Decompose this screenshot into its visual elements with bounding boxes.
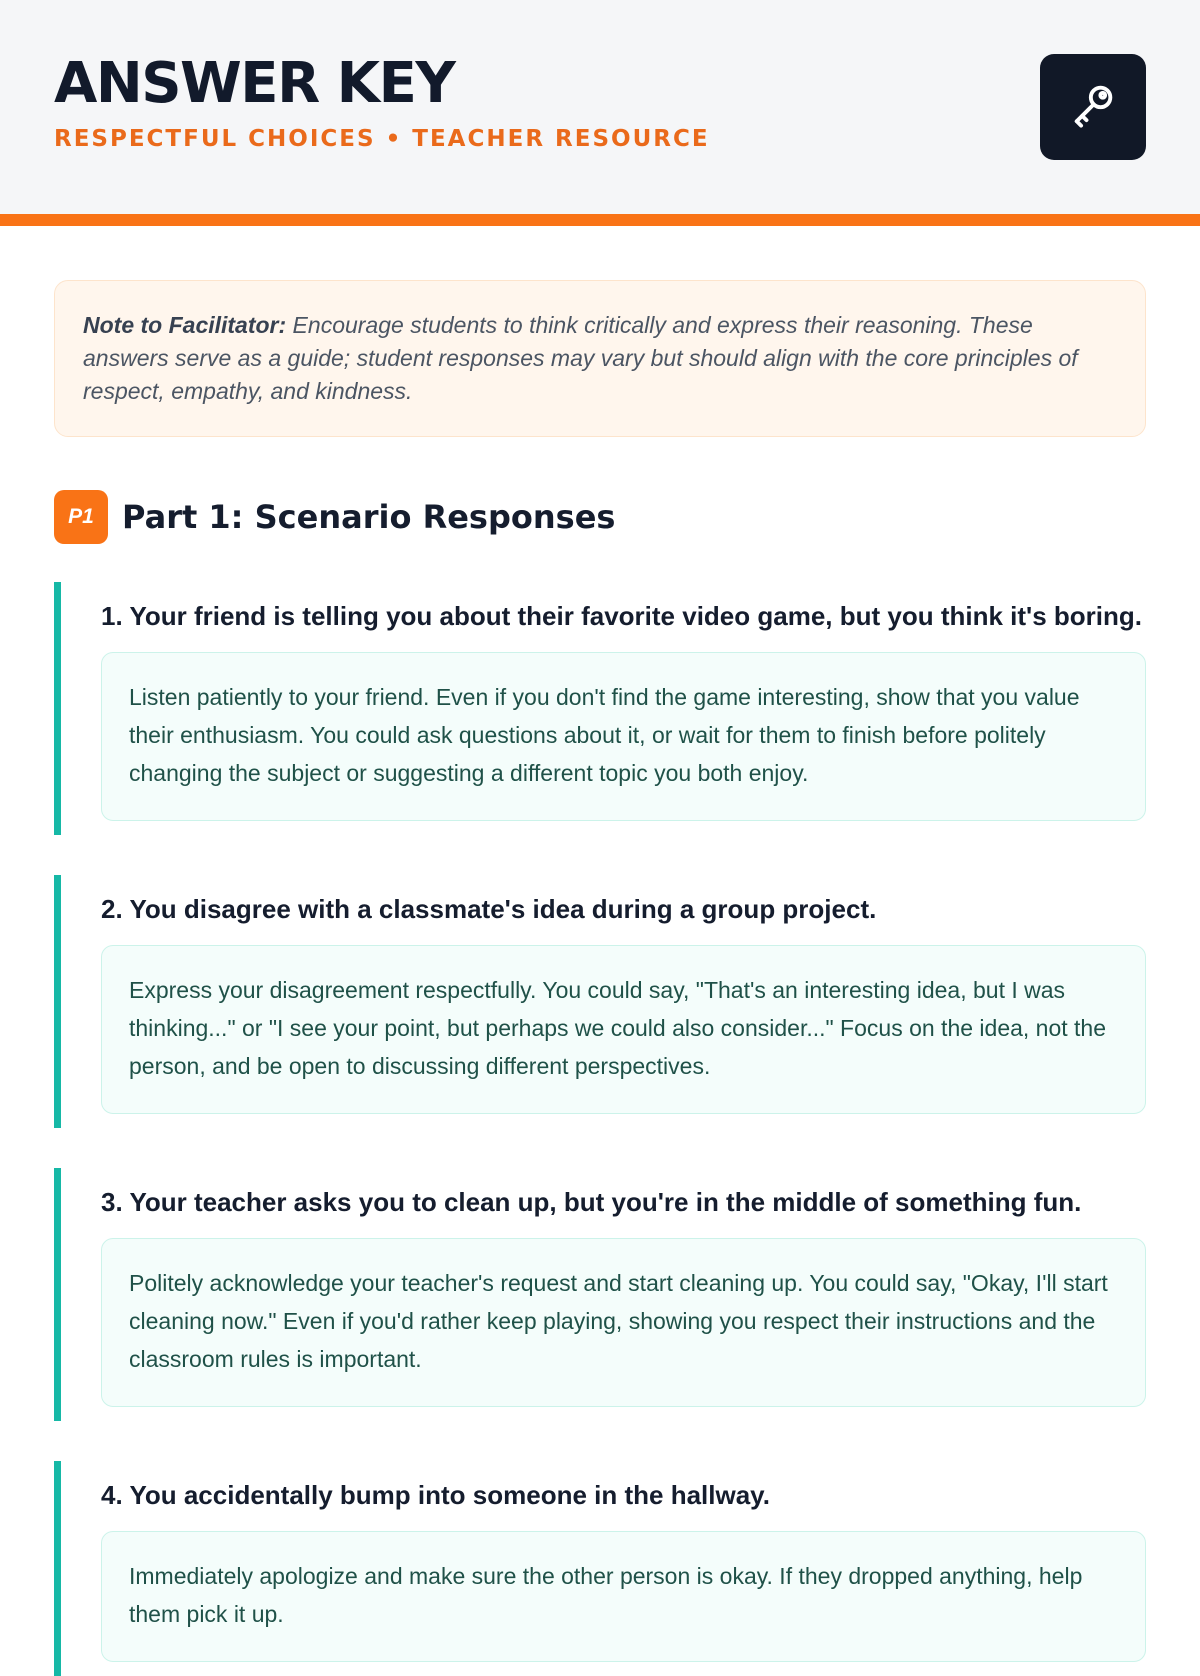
key-icon xyxy=(1067,79,1119,136)
page-subtitle: RESPECTFUL CHOICES • TEACHER RESOURCE xyxy=(54,126,710,152)
question-block xyxy=(54,875,1146,1128)
question-text: 1. Your friend is telling you about their favorite video game, but you think it's boring. xyxy=(101,601,1142,631)
answer-box: Listen patiently to your friend. Even if you don't find the game interesting, show that you value their enthusiasm. You could ask questions about it, or wait for them to finish before politely changing the subject or suggesting a different topic you both enjoy. xyxy=(101,652,1146,821)
answer-box: Express your disagreement respectfully. You could say, "That's an interesting idea, but I was thinking..." or "I see your point, but perhaps we could also consider..." Focus on the idea, not the person, and be open to discussing different perspectives. xyxy=(101,945,1146,1114)
key-badge xyxy=(1040,54,1146,160)
answer-box: Immediately apologize and make sure the other person is okay. If they dropped anything, help them pick it up. xyxy=(101,1531,1146,1662)
header-text xyxy=(54,52,710,152)
answer-box: Politely acknowledge your teacher's request and start cleaning up. You could say, "Okay, I'll start cleaning now." Even if you'd rather keep playing, showing you respect their instructions and the classroom rules is important. xyxy=(101,1238,1146,1407)
question-text: 2. You disagree with a classmate's idea during a group project. xyxy=(101,894,877,924)
question-text: 4. You accidentally bump into someone in the hallway. xyxy=(101,1480,770,1510)
question-block xyxy=(54,582,1146,835)
note-text: Encourage students to think critically and express their reasoning. These answers serve as a guide; student responses may vary but should align with the core principles of respect, empathy, and kindness. xyxy=(83,312,1078,404)
page-title: ANSWER KEY xyxy=(54,51,455,116)
section-title: Part 1: Scenario Responses xyxy=(122,498,616,536)
page-header xyxy=(0,0,1200,214)
question-text: 3. Your teacher asks you to clean up, but you're in the middle of something fun. xyxy=(101,1187,1082,1217)
section-header xyxy=(54,490,1146,544)
header-accent-bar xyxy=(0,214,1200,226)
facilitator-note xyxy=(54,280,1146,437)
main-content xyxy=(0,226,1200,1676)
section-badge: P1 xyxy=(54,490,108,544)
note-label: Note to Facilitator: xyxy=(83,312,287,338)
question-block xyxy=(54,1461,1146,1676)
question-block xyxy=(54,1168,1146,1421)
